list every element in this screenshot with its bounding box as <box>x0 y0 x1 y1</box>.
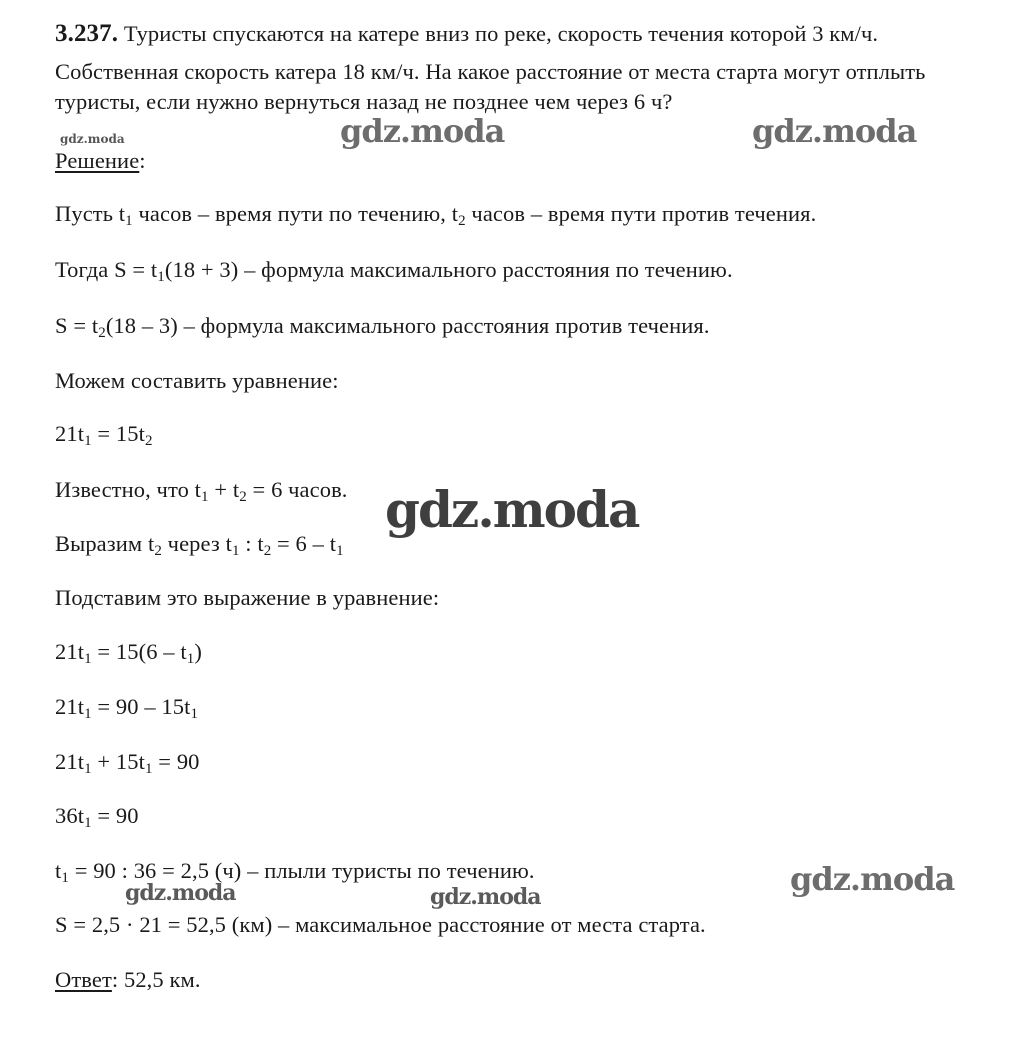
step-2-text-b: (18 + 3) – формула максимального расстояния по течению. <box>164 257 733 282</box>
watermark-tiny: gdz.moda <box>60 132 125 146</box>
step-13-text-a: t <box>55 858 62 883</box>
watermark-bottom-left: gdz.moda <box>125 880 236 906</box>
step-3-sub: 2 <box>98 325 106 341</box>
step-8: Подставим это выражение в уравнение: <box>55 585 440 610</box>
step-5-sub-b: 2 <box>144 433 153 449</box>
step-2 <box>55 256 733 284</box>
step-6-text-a: Известно, что t <box>55 477 202 502</box>
step-7-text-c: : t <box>239 531 264 556</box>
problem-line-2: Собственная скорость катера 18 км/ч. На какое расстояние от места старта могут отплыть <box>55 59 926 84</box>
step-11-text-a: 21t <box>55 749 85 774</box>
solution-label: Решение <box>55 148 140 173</box>
problem-line-1 <box>55 20 878 48</box>
step-1-text-b: часов – время пути по течению, t <box>132 201 459 226</box>
step-10-text-b: = 90 – 15t <box>91 694 191 719</box>
step-12-text-a: 36t <box>55 803 85 828</box>
step-4: Можем составить уравнение: <box>55 368 339 393</box>
solution-heading <box>55 147 146 175</box>
step-10 <box>55 693 198 721</box>
step-3-text-b: (18 – 3) – формула максимального расстояния против течения. <box>105 313 710 338</box>
answer-value: : 52,5 км. <box>111 967 201 992</box>
problem-number: 3.237. <box>55 20 119 47</box>
step-6-text-c: = 6 часов. <box>246 477 348 502</box>
step-9-sub-b: 1 <box>186 651 195 667</box>
solution-colon: : <box>139 148 146 173</box>
problem-line-3: туристы, если нужно вернуться назад не позднее чем через 6 ч? <box>55 89 673 114</box>
step-6-text-b: + t <box>208 477 240 502</box>
watermark-bottom-center: gdz.moda <box>430 884 541 910</box>
step-2-text-a: Тогда S = t <box>55 257 158 282</box>
step-13-text-b: = 90 : 36 = 2,5 (ч) – плыли туристы по течению. <box>68 858 535 883</box>
step-5-text-b: = 15t <box>91 421 145 446</box>
watermark-center: gdz.moda <box>385 480 639 539</box>
step-7-sub-b: 1 <box>231 543 240 559</box>
step-3-text-a: S = t <box>55 313 99 338</box>
step-12-sub: 1 <box>84 815 92 831</box>
step-12 <box>55 802 139 830</box>
step-5 <box>55 420 153 448</box>
step-1-sub-b: 2 <box>458 213 466 229</box>
step-2-sub: 1 <box>157 269 165 285</box>
problem-text-1: Туристы спускаются на катере вниз по реке, скорость течения которой 3 км/ч. <box>123 21 879 46</box>
step-11-text-c: = 90 <box>152 749 200 774</box>
step-7-sub-a: 2 <box>154 543 162 559</box>
step-1 <box>55 200 816 228</box>
step-13-sub: 1 <box>61 870 69 886</box>
step-11-sub-b: 1 <box>144 761 153 777</box>
step-7-text-d: = 6 – t <box>271 531 337 556</box>
step-6-sub-a: 1 <box>201 489 209 505</box>
answer-label: Ответ <box>55 967 112 992</box>
step-6 <box>55 476 348 504</box>
answer-line <box>55 966 201 994</box>
step-10-text-a: 21t <box>55 694 85 719</box>
step-10-sub-a: 1 <box>84 706 92 722</box>
step-6-sub-b: 2 <box>239 489 247 505</box>
step-9-text-c: ) <box>194 639 202 664</box>
step-1-text-c: часов – время пути против течения. <box>465 201 817 226</box>
step-7 <box>55 530 344 558</box>
step-7-sub-c: 2 <box>263 543 272 559</box>
step-1-text-a: Пусть t <box>55 201 126 226</box>
step-1-sub-a: 1 <box>125 213 133 229</box>
step-7-sub-d: 1 <box>336 543 344 559</box>
step-13 <box>55 857 535 885</box>
step-11-text-b: + 15t <box>91 749 145 774</box>
step-5-sub-a: 1 <box>84 433 92 449</box>
watermark-bottom-right: gdz.moda <box>790 860 955 898</box>
step-7-text-b: через t <box>161 531 232 556</box>
step-11-sub-a: 1 <box>84 761 92 777</box>
watermark-top-right: gdz.moda <box>752 112 917 150</box>
step-14: S = 2,5 · 21 = 52,5 (км) – максимальное расстояние от места старта. <box>55 912 706 937</box>
step-7-text-a: Выразим t <box>55 531 155 556</box>
step-3 <box>55 312 710 340</box>
step-11 <box>55 748 200 776</box>
step-9-text-b: = 15(6 – t <box>91 639 187 664</box>
step-5-text-a: 21t <box>55 421 85 446</box>
step-9-sub-a: 1 <box>84 651 92 667</box>
step-9-text-a: 21t <box>55 639 85 664</box>
watermark-top-center: gdz.moda <box>340 112 505 150</box>
step-12-text-b: = 90 <box>91 803 139 828</box>
step-9 <box>55 638 202 666</box>
step-10-sub-b: 1 <box>190 706 199 722</box>
